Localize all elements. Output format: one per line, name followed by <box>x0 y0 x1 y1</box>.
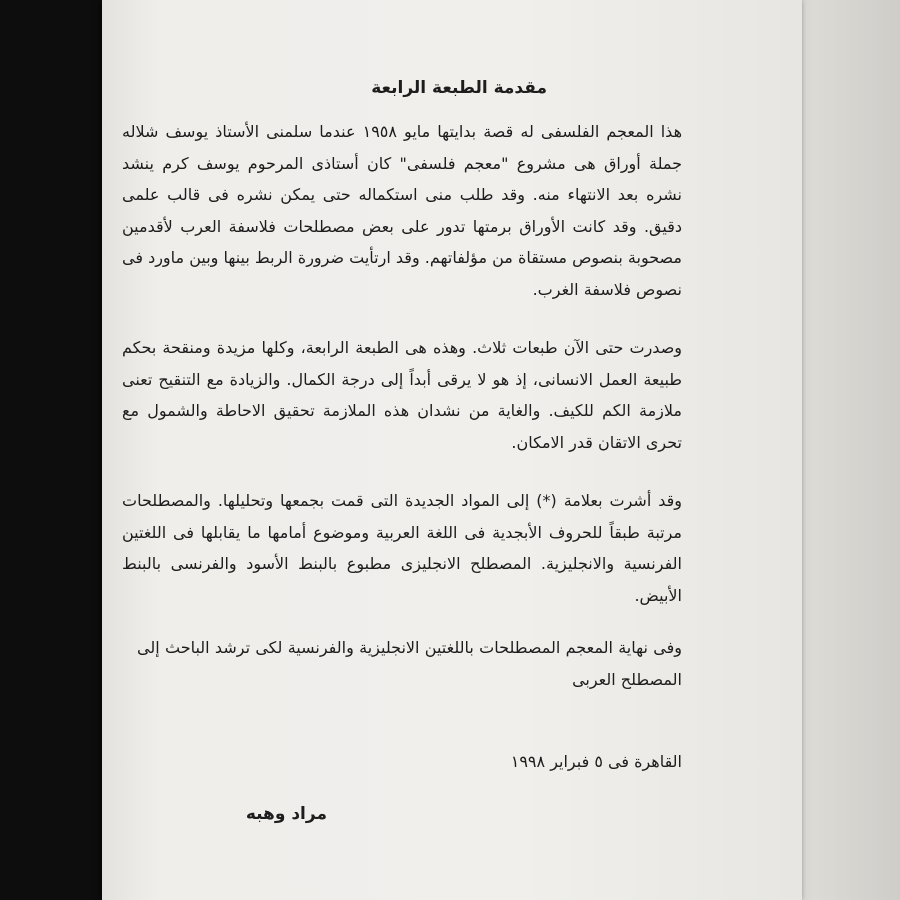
paragraph-3: وقد أشرت بعلامة (*) إلى المواد الجديدة التى قمت بجمعها وتحليلها. والمصطلحات مرتبة طبقاً للحروف الأبجدية فى اللغة العربية وموضوع أمامها ما يقابلها فى اللغتين الفرنسية والانجليزية. المصطلح الانجليزى مطبوع بالبنط الأسود والفرنسى بالبنط الأبيض. <box>122 491 682 605</box>
place-date: القاهرة فى ٥ فبراير ١٩٩٨ <box>510 752 682 771</box>
author-signature: مراد وهبه <box>245 804 327 824</box>
paragraph-1: هذا المعجم الفلسفى له قصة بدايتها مايو ١٩٥٨ عندما سلمنى الأستاذ يوسف شلاله جملة أوراق هى مشروع "معجم فلسفى" كان أستاذى المرحوم يوسف كرم ينشد نشره بعد الانتهاء منه. وقد طلب منى استكماله حتى يمكن نشره فى قالب علمى دقيق. وقد كانت الأوراق برمتها تدور على بعض مصطلحات فلاسفة العرب لأقدمين مصحوبة بنصوص مستقاة من مؤلفاتهم. وقد ارتأيت ضرورة الربط بينها وبين ماورد فى نصوص فلاسفة الغرب. <box>122 122 683 299</box>
paragraph-2: وصدرت حتى الآن طبعات ثلاث. وهذه هى الطبعة الرابعة، وكلها مزيدة ومنقحة بحكم طبيعة العمل الانسانى، إذ هو لا يرقى أبداً إلى درجة الكمال. والزيادة مع التنقيح تعنى ملازمة الكم للكيف. والغاية من نشدان هذه الملازمة تحقيق الاحاطة والشمول مع تحرى الاتقان قدر الامكان. <box>122 338 682 452</box>
paragraph-4: وفى نهاية المعجم المصطلحات باللغتين الانجليزية والفرنسية لكى ترشد الباحث إلى المصطلح العربى <box>137 638 682 689</box>
page-title: مقدمة الطبعة الرابعة <box>371 78 547 98</box>
